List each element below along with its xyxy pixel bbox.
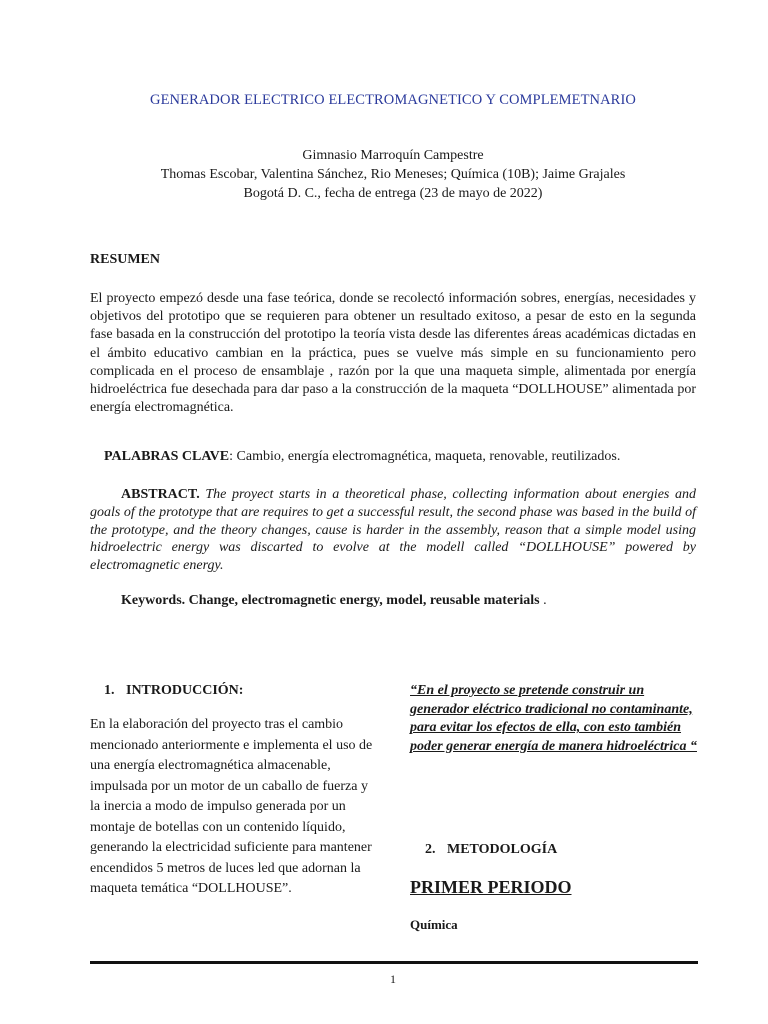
introduccion-heading (104, 683, 243, 699)
introduccion-title: INTRODUCCIÓN: (126, 683, 244, 698)
keywords-trailing: . (539, 593, 547, 608)
quimica-subheading: Química (410, 917, 458, 932)
palabras-clave (104, 449, 704, 465)
resumen-heading: RESUMEN (90, 252, 161, 267)
affiliation-block (0, 146, 768, 203)
document-title: GENERADOR ELECTRICO ELECTROMAGNETICO Y COMPLEMETNARIO (150, 92, 636, 108)
keywords-line (121, 593, 701, 609)
pull-quote: “En el proyecto se pretende construir un generador eléctrico tradicional no contaminante, para evitar los efectos de ella, con esto también poder generar energía de manera hidroeléctrica “ (410, 683, 697, 754)
place-date-line: Bogotá D. C., fecha de entrega (23 de mayo de 2022) (243, 186, 543, 201)
authors-line: Thomas Escobar, Valentina Sánchez, Rio Meneses; Química (10B); Jaime Grajales (160, 167, 626, 182)
palabras-clave-text: : Cambio, energía electromagnética, maqueta, renovable, reutilizados. (229, 449, 621, 464)
palabras-clave-label: PALABRAS CLAVE (104, 449, 230, 464)
footer-rule (90, 961, 698, 964)
school-name: Gimnasio Marroquín Campestre (302, 148, 484, 163)
keywords-text: Keywords. Change, electromagnetic energy, model, reusable materials (121, 593, 540, 608)
page-number: 1 (390, 972, 396, 986)
metodologia-number: 2. (425, 842, 436, 857)
metodologia-title: METODOLOGÍA (447, 842, 558, 857)
primer-periodo-heading: PRIMER PERIODO (410, 877, 572, 897)
resumen-body: El proyecto empezó desde una fase teórica, donde se recolectó información sobres, energías, necesidades y objetivos del prototipo que se requieren para obtener un resultado exitoso, a pesar de esto en la segunda fase basada en la construcción del prototipo la teoría vista desde las diferentes áreas académicas dictadas en el ámbito educativo cambian en la práctica, pues se vuelve más simple en su funcionamiento pero complicada en el proceso de ensamblaje , razón por la que una maqueta simple, alimentada por energía hidroeléctrica fue desechada para dar paso a la construcción de la maqueta “DOLLHOUSE” alimentada por energía electromagnética. (90, 291, 696, 416)
abstract-block (90, 486, 696, 575)
introduccion-body: En la elaboración del proyecto tras el cambio mencionado anteriormente e implementa el uso de una energía electromagnética almacenable, impulsada por un motor de un caballo de fuerza y la inercia a modo de impulso generada por un montaje de botellas con un contenido líquido, generando la electricidad suficiente para mantener encendidos 5 metros de luces led que adornan la maqueta temática “DOLLHOUSE”. (90, 717, 373, 896)
abstract-label: ABSTRACT. (121, 487, 200, 502)
abstract-text: The proyect starts in a theoretical phase, collecting information about energies and goals of the prototype that are requires to get a successful result, the second phase was based in the build of the prototype, and the theory changes, cause is harder in the assembly, reason that a simple model using hidroelectric energy was discarted to evolve at the modell called “DOLLHOUSE” powered by electromagnetic energy. (90, 487, 696, 574)
metodologia-heading (425, 842, 557, 858)
introduccion-number: 1. (104, 683, 115, 698)
